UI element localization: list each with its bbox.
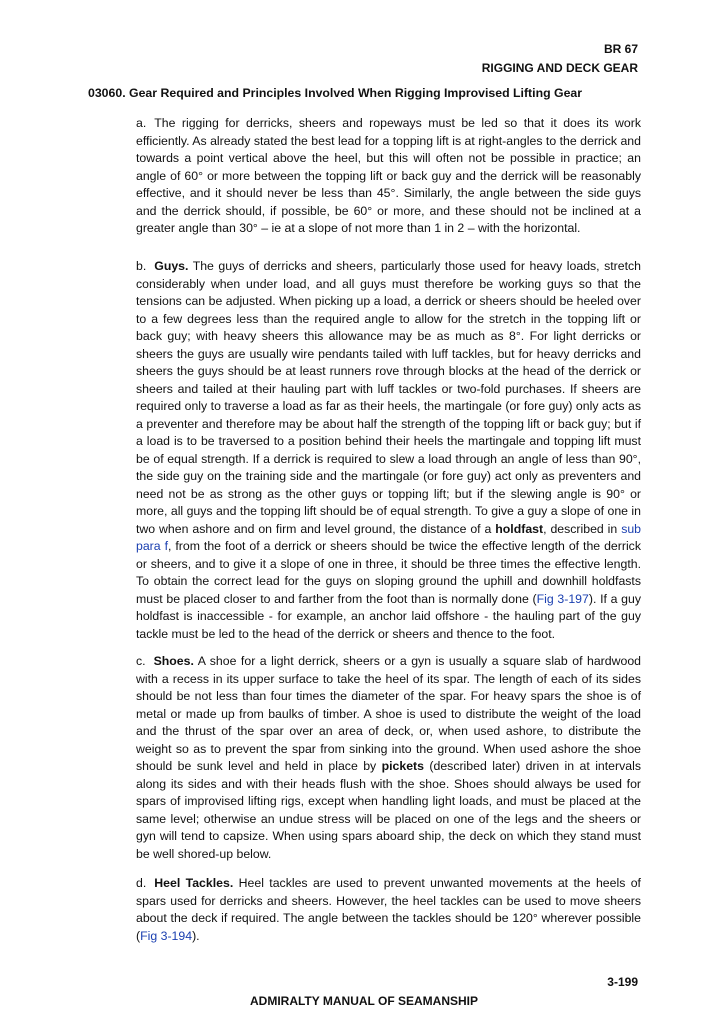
para-a-label: a. (136, 116, 147, 130)
para-b-heading: Guys. (154, 259, 189, 273)
footer-manual-title: ADMIRALTY MANUAL OF SEAMANSHIP (250, 994, 478, 1008)
para-b-text-4: ). If a guy holdfast is inaccessible - for example, an anchor laid offshore - the hauling part of the guy tackle must be led to the head of the derrick or sheers and thence to the foot. (136, 591, 641, 641)
para-b-text-2: , described in (543, 521, 622, 536)
para-c-text-1: A shoe for a light derrick, sheers or a gyn is usually a square slab of hardwood with a recess in its upper surface to take the heel of its spar. The length of each of its sides should be not less than four times the diameter of the spar. For heavy spars the shoe is of metal or made up from baulks of timber. A shoe is used to distribute the weight of the load and the thrust of the spar over an area of deck, or, when used ashore, to distribute the weight so as to prevent the spar from sinking into the ground. When used ashore the shoe should be sunk level and held in place by (136, 654, 641, 773)
pickets-term: pickets (381, 759, 424, 773)
page-number: 3-199 (607, 975, 638, 989)
para-c-text-2: (described later) driven in at intervals along its sides and with their heads flush with the shoe. Shoes should always be used for spars of improvised lifting rigs, except when handling light loads, and must be placed at the same level; otherwise an undue stress will be placed on one of the legs and the sheers or gyn will tend to capsize. When using spars aboard ship, the deck on which they stand must be well shored-up below. (136, 759, 641, 861)
section-title: 03060. Gear Required and Principles Involved When Rigging Improvised Lifting Gear (88, 86, 583, 100)
para-a-text: The rigging for derricks, sheers and ropeways must be led so that it does its work efficiently. As already stated the best lead for a topping lift is at right-angles to the derrick and towards a point vertical above the heel, but this will often not be possible in practice; an angle of 60° or more between the topping lift or back guy and the derrick will be reasonably effective, and it should never be less than 45°. Similarly, the angle between the side guys and the derrick should, if possible, be 60° or more, and these should not be inclined at a greater angle than 30° – ie at a slope of not more than 1 in 2 – with the horizontal. (136, 116, 641, 235)
header-chapter-title: RIGGING AND DECK GEAR (481, 61, 638, 75)
para-c-label: c. (136, 654, 146, 668)
para-d-text-1: Heel tackles are used to prevent unwanted movements at the heels of spars used for derricks and sheers. However, the heel tackles can be used to move sheers about the deck if required. The angle between the tackles should be 120° wherever possible ( (136, 876, 641, 943)
paragraph-a (136, 115, 641, 238)
paragraph-c-shoes (136, 653, 641, 863)
paragraph-b-guys (136, 258, 641, 643)
holdfast-term: holdfast (495, 521, 544, 536)
paragraph-d-heel-tackles (136, 875, 641, 945)
para-d-heading: Heel Tackles. (154, 876, 234, 890)
para-b-label: b. (136, 259, 147, 273)
para-d-text-2: ). (192, 928, 200, 943)
fig-3-194-link[interactable]: Fig 3-194 (140, 928, 193, 943)
para-b-text-1: The guys of derricks and sheers, particularly those used for heavy loads, stretch considerably when under load, and all guys must therefore be working guys so that the tensions can be adjusted. When picking up a load, a derrick or sheers should be heeled over to a few degrees less than the required angle to allow for the stretch in the topping lift or back guy; with heavy sheers this allowance may be as much as 8°. For light derricks or sheers the guys are usually wire pendants tailed with luff tackles, but for heavy derricks and sheers the guys should be at least runners rove through blocks at the head of the derrick or sheers and tailed at their hauling part with luff tackles or two-fold purchases. If sheers are required only to traverse a load as far as their heels, the martingale (or fore guy) only acts as a preventer and therefore may be about half the strength of the topping lift or back guy; but if a load is to be traversed to a position behind their heels the martingale and topping lift must be of equal strength. If a derrick is required to slew a load through an angle of less than 90°, the side guy on the training side and the martingale (or fore guy) act only as preventers and need not be as strong as the other guys or topping lift; but if the slewing angle is 90° or more, all guys and the topping lift should be of equal strength. To give a guy a slope of one in two when ashore and on firm and level ground, the distance of a (136, 259, 641, 536)
header-doc-code: BR 67 (603, 42, 638, 56)
para-b-text-3: , from the foot of a derrick or sheers should be twice the effective length of the derrick or sheers, and to give it a slope of one in three, it should be three times the effective length. To obtain the correct lead for the guys on sloping ground the uphill and downhill holdfasts must be placed closer to and farther from the foot than is normally done ( (136, 539, 641, 606)
sub-para-f-link[interactable]: sub para f (136, 521, 642, 553)
para-c-heading: Shoes. (153, 654, 194, 668)
para-d-label: d. (136, 876, 147, 890)
fig-3-197-link[interactable]: Fig 3-197 (536, 591, 589, 606)
